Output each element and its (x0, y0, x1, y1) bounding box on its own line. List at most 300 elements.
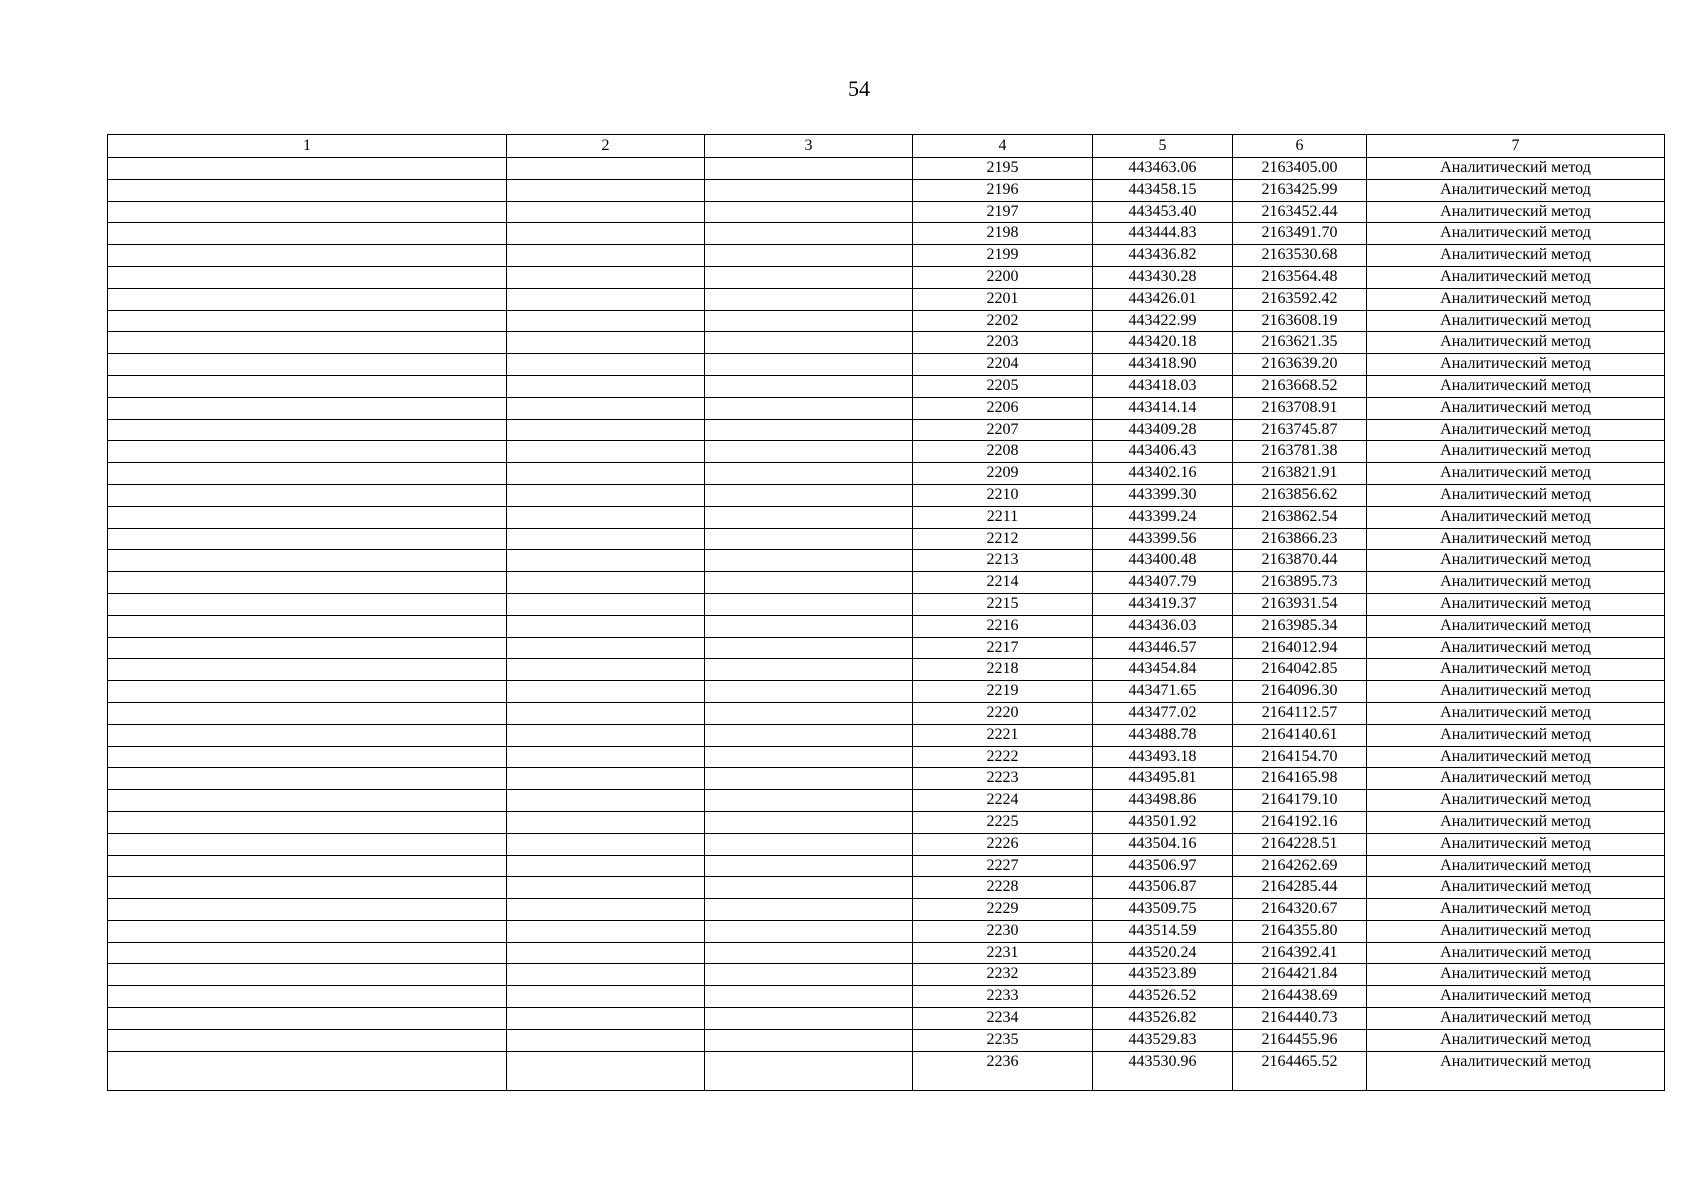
empty-cell (108, 245, 507, 267)
y-coordinate-cell: 2163866.23 (1233, 528, 1367, 550)
y-coordinate-cell: 2164320.67 (1233, 899, 1367, 921)
y-coordinate-cell: 2163895.73 (1233, 572, 1367, 594)
x-coordinate-cell: 443407.79 (1093, 572, 1233, 594)
empty-cell (705, 506, 913, 528)
y-coordinate-cell: 2163870.44 (1233, 550, 1367, 572)
table-row (108, 746, 1665, 768)
empty-cell (108, 986, 507, 1008)
table-row (108, 855, 1665, 877)
empty-cell (705, 528, 913, 550)
x-coordinate-cell: 443526.82 (1093, 1008, 1233, 1030)
x-coordinate-cell: 443463.06 (1093, 158, 1233, 180)
empty-cell (108, 702, 507, 724)
table-row (108, 266, 1665, 288)
empty-cell (108, 419, 507, 441)
point-number-cell: 2234 (913, 1008, 1093, 1030)
y-coordinate-cell: 2164465.52 (1233, 1051, 1367, 1090)
empty-cell (108, 354, 507, 376)
empty-cell (705, 158, 913, 180)
point-number-cell: 2205 (913, 375, 1093, 397)
method-cell: Аналитический метод (1367, 855, 1665, 877)
x-coordinate-cell: 443420.18 (1093, 332, 1233, 354)
header-col-4: 4 (913, 135, 1093, 158)
x-coordinate-cell: 443446.57 (1093, 637, 1233, 659)
empty-cell (705, 266, 913, 288)
empty-cell (108, 920, 507, 942)
point-number-cell: 2212 (913, 528, 1093, 550)
table-row (108, 397, 1665, 419)
table-row (108, 790, 1665, 812)
point-number-cell: 2218 (913, 659, 1093, 681)
table-row (108, 920, 1665, 942)
x-coordinate-cell: 443454.84 (1093, 659, 1233, 681)
empty-cell (507, 550, 705, 572)
table-row (108, 877, 1665, 899)
point-number-cell: 2224 (913, 790, 1093, 812)
empty-cell (507, 768, 705, 790)
table-row (108, 702, 1665, 724)
empty-cell (507, 593, 705, 615)
x-coordinate-cell: 443426.01 (1093, 288, 1233, 310)
empty-cell (705, 1008, 913, 1030)
empty-cell (507, 746, 705, 768)
table-row (108, 179, 1665, 201)
empty-cell (507, 397, 705, 419)
empty-cell (705, 746, 913, 768)
method-cell: Аналитический метод (1367, 397, 1665, 419)
y-coordinate-cell: 2163425.99 (1233, 179, 1367, 201)
empty-cell (705, 572, 913, 594)
empty-cell (108, 201, 507, 223)
empty-cell (705, 790, 913, 812)
x-coordinate-cell: 443399.30 (1093, 484, 1233, 506)
point-number-cell: 2227 (913, 855, 1093, 877)
empty-cell (108, 637, 507, 659)
empty-cell (705, 288, 913, 310)
method-cell: Аналитический метод (1367, 702, 1665, 724)
y-coordinate-cell: 2163452.44 (1233, 201, 1367, 223)
method-cell: Аналитический метод (1367, 201, 1665, 223)
y-coordinate-cell: 2164355.80 (1233, 920, 1367, 942)
method-cell: Аналитический метод (1367, 768, 1665, 790)
empty-cell (108, 266, 507, 288)
y-coordinate-cell: 2164154.70 (1233, 746, 1367, 768)
y-coordinate-cell: 2163639.20 (1233, 354, 1367, 376)
x-coordinate-cell: 443418.03 (1093, 375, 1233, 397)
point-number-cell: 2233 (913, 986, 1093, 1008)
x-coordinate-cell: 443501.92 (1093, 811, 1233, 833)
empty-cell (507, 724, 705, 746)
table-row (108, 615, 1665, 637)
empty-cell (705, 899, 913, 921)
table-row (108, 441, 1665, 463)
empty-cell (705, 419, 913, 441)
header-col-6: 6 (1233, 135, 1367, 158)
method-cell: Аналитический метод (1367, 1029, 1665, 1051)
table-row (108, 201, 1665, 223)
method-cell: Аналитический метод (1367, 681, 1665, 703)
empty-cell (705, 245, 913, 267)
empty-cell (705, 179, 913, 201)
y-coordinate-cell: 2164455.96 (1233, 1029, 1367, 1051)
x-coordinate-cell: 443402.16 (1093, 463, 1233, 485)
y-coordinate-cell: 2164112.57 (1233, 702, 1367, 724)
method-cell: Аналитический метод (1367, 833, 1665, 855)
y-coordinate-cell: 2163621.35 (1233, 332, 1367, 354)
x-coordinate-cell: 443529.83 (1093, 1029, 1233, 1051)
empty-cell (705, 964, 913, 986)
y-coordinate-cell: 2164165.98 (1233, 768, 1367, 790)
empty-cell (108, 1008, 507, 1030)
empty-cell (507, 354, 705, 376)
empty-cell (507, 681, 705, 703)
y-coordinate-cell: 2163985.34 (1233, 615, 1367, 637)
method-cell: Аналитический метод (1367, 1051, 1665, 1090)
method-cell: Аналитический метод (1367, 920, 1665, 942)
x-coordinate-cell: 443418.90 (1093, 354, 1233, 376)
method-cell: Аналитический метод (1367, 528, 1665, 550)
point-number-cell: 2203 (913, 332, 1093, 354)
y-coordinate-cell: 2164012.94 (1233, 637, 1367, 659)
empty-cell (108, 942, 507, 964)
table-row (108, 463, 1665, 485)
point-number-cell: 2216 (913, 615, 1093, 637)
y-coordinate-cell: 2163592.42 (1233, 288, 1367, 310)
x-coordinate-cell: 443399.56 (1093, 528, 1233, 550)
empty-cell (705, 332, 913, 354)
point-number-cell: 2232 (913, 964, 1093, 986)
empty-cell (705, 550, 913, 572)
y-coordinate-cell: 2164392.41 (1233, 942, 1367, 964)
y-coordinate-cell: 2163491.70 (1233, 223, 1367, 245)
empty-cell (507, 1029, 705, 1051)
table-row (108, 724, 1665, 746)
table-row (108, 528, 1665, 550)
method-cell: Аналитический метод (1367, 419, 1665, 441)
point-number-cell: 2217 (913, 637, 1093, 659)
table-row (108, 637, 1665, 659)
empty-cell (108, 288, 507, 310)
empty-cell (108, 484, 507, 506)
method-cell: Аналитический метод (1367, 790, 1665, 812)
table-row (108, 550, 1665, 572)
empty-cell (108, 332, 507, 354)
point-number-cell: 2219 (913, 681, 1093, 703)
y-coordinate-cell: 2164042.85 (1233, 659, 1367, 681)
x-coordinate-cell: 443504.16 (1093, 833, 1233, 855)
empty-cell (108, 1051, 507, 1090)
empty-cell (507, 375, 705, 397)
point-number-cell: 2223 (913, 768, 1093, 790)
x-coordinate-cell: 443526.52 (1093, 986, 1233, 1008)
method-cell: Аналитический метод (1367, 615, 1665, 637)
empty-cell (705, 724, 913, 746)
empty-cell (507, 942, 705, 964)
point-number-cell: 2209 (913, 463, 1093, 485)
point-number-cell: 2225 (913, 811, 1093, 833)
x-coordinate-cell: 443436.82 (1093, 245, 1233, 267)
method-cell: Аналитический метод (1367, 179, 1665, 201)
x-coordinate-cell: 443436.03 (1093, 615, 1233, 637)
x-coordinate-cell: 443488.78 (1093, 724, 1233, 746)
empty-cell (705, 920, 913, 942)
empty-cell (507, 572, 705, 594)
empty-cell (705, 877, 913, 899)
y-coordinate-cell: 2164192.16 (1233, 811, 1367, 833)
method-cell: Аналитический метод (1367, 484, 1665, 506)
method-cell: Аналитический метод (1367, 223, 1665, 245)
empty-cell (705, 637, 913, 659)
empty-cell (507, 245, 705, 267)
x-coordinate-cell: 443471.65 (1093, 681, 1233, 703)
empty-cell (507, 179, 705, 201)
method-cell: Аналитический метод (1367, 463, 1665, 485)
table-row (108, 681, 1665, 703)
empty-cell (507, 659, 705, 681)
empty-cell (108, 1029, 507, 1051)
empty-cell (507, 877, 705, 899)
empty-cell (108, 441, 507, 463)
point-number-cell: 2206 (913, 397, 1093, 419)
method-cell: Аналитический метод (1367, 288, 1665, 310)
empty-cell (507, 899, 705, 921)
y-coordinate-cell: 2164262.69 (1233, 855, 1367, 877)
empty-cell (108, 855, 507, 877)
x-coordinate-cell: 443399.24 (1093, 506, 1233, 528)
empty-cell (705, 1029, 913, 1051)
empty-cell (108, 593, 507, 615)
y-coordinate-cell: 2163564.48 (1233, 266, 1367, 288)
method-cell: Аналитический метод (1367, 637, 1665, 659)
empty-cell (108, 158, 507, 180)
empty-cell (705, 593, 913, 615)
point-number-cell: 2195 (913, 158, 1093, 180)
empty-cell (507, 964, 705, 986)
table-body (108, 158, 1665, 1091)
empty-cell (108, 375, 507, 397)
empty-cell (507, 833, 705, 855)
empty-cell (705, 441, 913, 463)
empty-cell (108, 659, 507, 681)
point-number-cell: 2200 (913, 266, 1093, 288)
y-coordinate-cell: 2163708.91 (1233, 397, 1367, 419)
empty-cell (507, 1051, 705, 1090)
y-coordinate-cell: 2163862.54 (1233, 506, 1367, 528)
y-coordinate-cell: 2163405.00 (1233, 158, 1367, 180)
empty-cell (507, 201, 705, 223)
point-number-cell: 2215 (913, 593, 1093, 615)
table-row (108, 986, 1665, 1008)
point-number-cell: 2235 (913, 1029, 1093, 1051)
empty-cell (108, 964, 507, 986)
x-coordinate-cell: 443444.83 (1093, 223, 1233, 245)
point-number-cell: 2207 (913, 419, 1093, 441)
header-col-1: 1 (108, 135, 507, 158)
x-coordinate-cell: 443514.59 (1093, 920, 1233, 942)
empty-cell (507, 158, 705, 180)
table-row (108, 811, 1665, 833)
empty-cell (108, 223, 507, 245)
empty-cell (705, 310, 913, 332)
empty-cell (705, 375, 913, 397)
method-cell: Аналитический метод (1367, 441, 1665, 463)
point-number-cell: 2202 (913, 310, 1093, 332)
empty-cell (507, 986, 705, 1008)
table-row (108, 1051, 1665, 1090)
point-number-cell: 2228 (913, 877, 1093, 899)
method-cell: Аналитический метод (1367, 593, 1665, 615)
x-coordinate-cell: 443458.15 (1093, 179, 1233, 201)
empty-cell (507, 484, 705, 506)
x-coordinate-cell: 443493.18 (1093, 746, 1233, 768)
table-row (108, 223, 1665, 245)
empty-cell (705, 855, 913, 877)
empty-cell (507, 855, 705, 877)
table-row (108, 1029, 1665, 1051)
empty-cell (507, 1008, 705, 1030)
table-row (108, 419, 1665, 441)
table-row (108, 964, 1665, 986)
table-row (108, 354, 1665, 376)
empty-cell (108, 877, 507, 899)
table-row (108, 375, 1665, 397)
table-row (108, 572, 1665, 594)
point-number-cell: 2199 (913, 245, 1093, 267)
x-coordinate-cell: 443506.87 (1093, 877, 1233, 899)
empty-cell (108, 768, 507, 790)
table-row (108, 659, 1665, 681)
method-cell: Аналитический метод (1367, 964, 1665, 986)
x-coordinate-cell: 443453.40 (1093, 201, 1233, 223)
method-cell: Аналитический метод (1367, 354, 1665, 376)
y-coordinate-cell: 2163745.87 (1233, 419, 1367, 441)
empty-cell (108, 615, 507, 637)
coordinates-table (107, 134, 1665, 1091)
x-coordinate-cell: 443422.99 (1093, 310, 1233, 332)
method-cell: Аналитический метод (1367, 877, 1665, 899)
point-number-cell: 2211 (913, 506, 1093, 528)
x-coordinate-cell: 443520.24 (1093, 942, 1233, 964)
empty-cell (507, 506, 705, 528)
header-row (108, 135, 1665, 158)
y-coordinate-cell: 2163668.52 (1233, 375, 1367, 397)
x-coordinate-cell: 443530.96 (1093, 1051, 1233, 1090)
method-cell: Аналитический метод (1367, 332, 1665, 354)
empty-cell (108, 790, 507, 812)
y-coordinate-cell: 2164440.73 (1233, 1008, 1367, 1030)
empty-cell (108, 397, 507, 419)
empty-cell (705, 484, 913, 506)
empty-cell (507, 615, 705, 637)
method-cell: Аналитический метод (1367, 811, 1665, 833)
point-number-cell: 2196 (913, 179, 1093, 201)
method-cell: Аналитический метод (1367, 986, 1665, 1008)
point-number-cell: 2201 (913, 288, 1093, 310)
point-number-cell: 2226 (913, 833, 1093, 855)
point-number-cell: 2236 (913, 1051, 1093, 1090)
y-coordinate-cell: 2164140.61 (1233, 724, 1367, 746)
empty-cell (705, 811, 913, 833)
table-row (108, 158, 1665, 180)
point-number-cell: 2204 (913, 354, 1093, 376)
point-number-cell: 2221 (913, 724, 1093, 746)
empty-cell (108, 528, 507, 550)
y-coordinate-cell: 2163856.62 (1233, 484, 1367, 506)
point-number-cell: 2214 (913, 572, 1093, 594)
y-coordinate-cell: 2164421.84 (1233, 964, 1367, 986)
point-number-cell: 2222 (913, 746, 1093, 768)
method-cell: Аналитический метод (1367, 310, 1665, 332)
empty-cell (507, 288, 705, 310)
empty-cell (108, 746, 507, 768)
table-row (108, 899, 1665, 921)
empty-cell (705, 702, 913, 724)
empty-cell (108, 811, 507, 833)
y-coordinate-cell: 2164438.69 (1233, 986, 1367, 1008)
empty-cell (705, 659, 913, 681)
empty-cell (507, 310, 705, 332)
y-coordinate-cell: 2163781.38 (1233, 441, 1367, 463)
point-number-cell: 2220 (913, 702, 1093, 724)
x-coordinate-cell: 443523.89 (1093, 964, 1233, 986)
x-coordinate-cell: 443409.28 (1093, 419, 1233, 441)
point-number-cell: 2210 (913, 484, 1093, 506)
x-coordinate-cell: 443495.81 (1093, 768, 1233, 790)
page-number: 54 (848, 76, 870, 101)
header-col-5: 5 (1093, 135, 1233, 158)
y-coordinate-cell: 2164285.44 (1233, 877, 1367, 899)
method-cell: Аналитический метод (1367, 550, 1665, 572)
empty-cell (108, 310, 507, 332)
empty-cell (705, 1051, 913, 1090)
method-cell: Аналитический метод (1367, 899, 1665, 921)
empty-cell (507, 790, 705, 812)
table-row (108, 942, 1665, 964)
y-coordinate-cell: 2164179.10 (1233, 790, 1367, 812)
y-coordinate-cell: 2163530.68 (1233, 245, 1367, 267)
method-cell: Аналитический метод (1367, 375, 1665, 397)
x-coordinate-cell: 443477.02 (1093, 702, 1233, 724)
table-row (108, 506, 1665, 528)
x-coordinate-cell: 443400.48 (1093, 550, 1233, 572)
empty-cell (108, 681, 507, 703)
method-cell: Аналитический метод (1367, 1008, 1665, 1030)
empty-cell (108, 179, 507, 201)
point-number-cell: 2230 (913, 920, 1093, 942)
table-row (108, 593, 1665, 615)
method-cell: Аналитический метод (1367, 245, 1665, 267)
header-col-7: 7 (1367, 135, 1665, 158)
header-col-3: 3 (705, 135, 913, 158)
table-row (108, 332, 1665, 354)
empty-cell (507, 811, 705, 833)
y-coordinate-cell: 2164228.51 (1233, 833, 1367, 855)
empty-cell (705, 397, 913, 419)
method-cell: Аналитический метод (1367, 158, 1665, 180)
empty-cell (507, 332, 705, 354)
table-row (108, 1008, 1665, 1030)
method-cell: Аналитический метод (1367, 942, 1665, 964)
x-coordinate-cell: 443506.97 (1093, 855, 1233, 877)
empty-cell (705, 354, 913, 376)
x-coordinate-cell: 443414.14 (1093, 397, 1233, 419)
y-coordinate-cell: 2163608.19 (1233, 310, 1367, 332)
empty-cell (705, 942, 913, 964)
table-row (108, 310, 1665, 332)
x-coordinate-cell: 443430.28 (1093, 266, 1233, 288)
point-number-cell: 2197 (913, 201, 1093, 223)
point-number-cell: 2213 (913, 550, 1093, 572)
